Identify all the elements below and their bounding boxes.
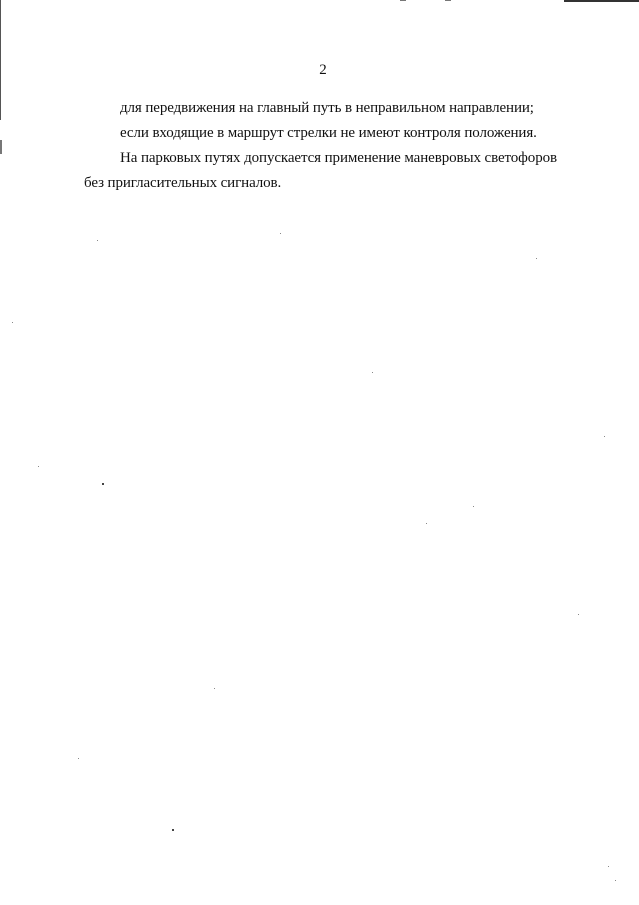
- scan-speck: [372, 372, 373, 373]
- scan-edge-mark: [0, 140, 2, 154]
- page-number: 2: [319, 62, 327, 78]
- scan-speck: [608, 866, 609, 867]
- scan-speck: [473, 506, 474, 507]
- scan-edge-left: [0, 0, 1, 120]
- paragraph-line: для передвижения на главный путь в неправильном направлении;: [120, 100, 534, 116]
- scan-speck: [214, 688, 215, 689]
- scan-edge-tick: [445, 0, 451, 1]
- scan-speck: [172, 829, 174, 831]
- scan-speck: [536, 258, 537, 259]
- scan-speck: [38, 466, 39, 467]
- scan-speck: [615, 880, 616, 881]
- scan-speck: [578, 614, 579, 615]
- scan-speck: [426, 523, 427, 524]
- scan-speck: [12, 322, 13, 323]
- scan-edge-top: [564, 0, 639, 2]
- scan-speck: [78, 758, 79, 759]
- scan-speck: [280, 233, 281, 234]
- paragraph-line: На парковых путях допускается применение маневровых светофоров: [120, 150, 557, 166]
- scan-speck: [102, 483, 104, 485]
- paragraph-line: если входящие в маршрут стрелки не имеют контроля положения.: [120, 125, 537, 141]
- scan-speck: [97, 240, 98, 241]
- paragraph-line: без пригласительных сигналов.: [84, 175, 282, 191]
- body-text: [84, 96, 584, 196]
- scan-edge-tick: [400, 0, 406, 1]
- scan-speck: [604, 436, 605, 437]
